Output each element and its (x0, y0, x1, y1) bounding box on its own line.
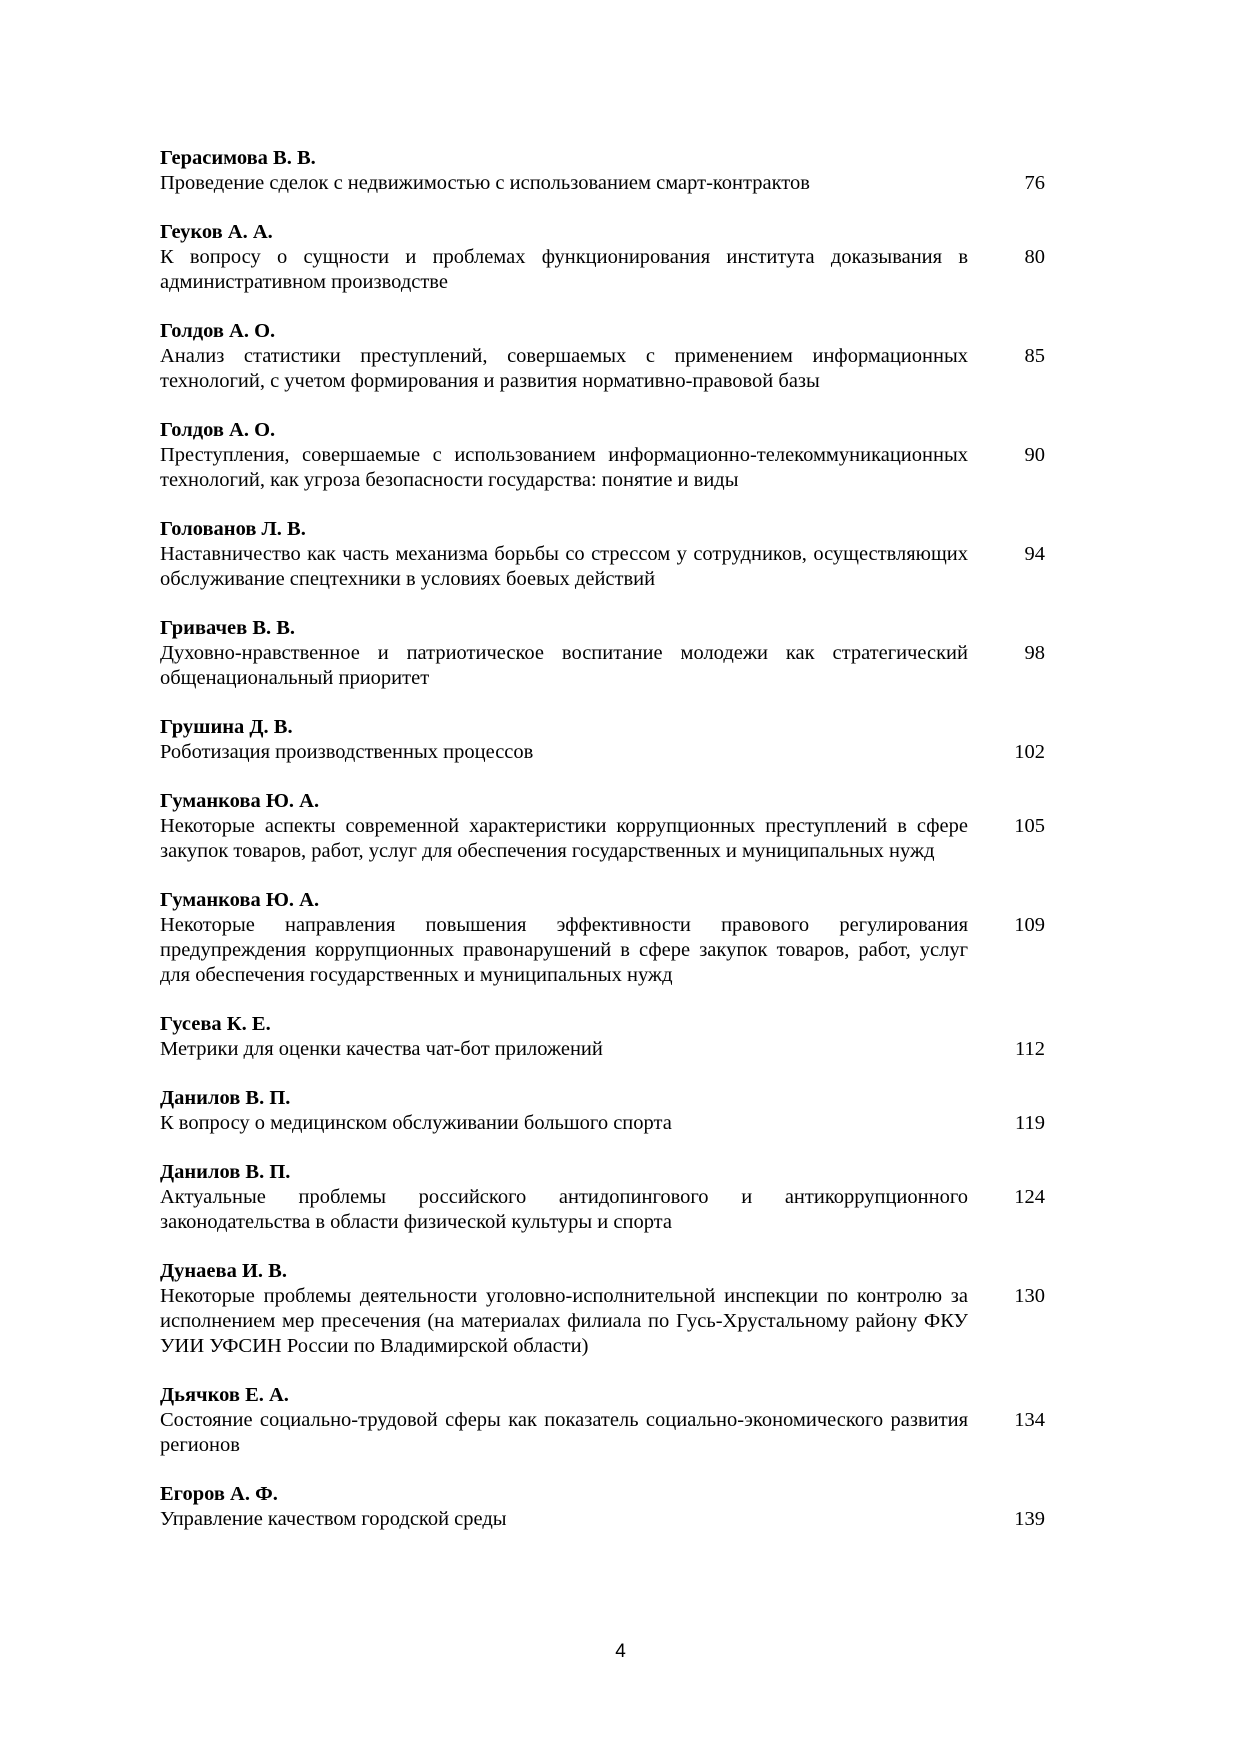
toc-entry (160, 1259, 1045, 1359)
entry-author: Гуманкова Ю. А. (160, 790, 320, 812)
entry-row (160, 1507, 1045, 1532)
entry-page-number: 119 (1015, 1112, 1045, 1134)
page-number: 4 (615, 1641, 626, 1662)
toc-entry (160, 789, 1045, 864)
entry-author: Данилов В. П. (160, 1161, 291, 1183)
entry-row (160, 1111, 1045, 1136)
entry-page-number: 134 (1014, 1409, 1045, 1431)
entry-title: Анализ статистики преступлений, совершаемых с применением информационных технологий, с учетом формирования и развития нормативно-правовой базы (160, 345, 968, 392)
entry-row (160, 542, 1045, 592)
entry-page-number: 139 (1014, 1508, 1045, 1530)
entry-page-number: 80 (1024, 246, 1045, 268)
entry-row (160, 1185, 1045, 1235)
entry-title: Преступления, совершаемые с использованием информационно-телекоммуникационных технологий, как угроза безопасности государства: понятие и виды (160, 444, 968, 491)
entry-page-number: 94 (1024, 543, 1045, 565)
entry-author: Герасимова В. В. (160, 147, 316, 169)
entry-author: Голдов А. О. (160, 419, 276, 441)
entry-row (160, 740, 1045, 765)
entry-row (160, 1037, 1045, 1062)
toc-entry (160, 888, 1045, 988)
entry-author: Дунаева И. В. (160, 1260, 287, 1282)
entry-row (160, 344, 1045, 394)
entry-title: Актуальные проблемы российского антидопингового и антикоррупционного законодательства в области физической культуры и спорта (160, 1186, 968, 1233)
entry-author: Гривачев В. В. (160, 617, 296, 639)
entry-title: К вопросу о сущности и проблемах функционирования института доказывания в административном производстве (160, 246, 968, 293)
entry-author: Гусева К. Е. (160, 1013, 271, 1035)
entry-row (160, 245, 1045, 295)
entry-page-number: 102 (1014, 741, 1045, 763)
entry-author: Дьячков Е. А. (160, 1384, 289, 1406)
toc-entry (160, 1383, 1045, 1458)
toc-entry (160, 1086, 1045, 1136)
entry-title: Управление качеством городской среды (160, 1508, 507, 1530)
toc-entry (160, 418, 1045, 493)
toc-entry (160, 616, 1045, 691)
entry-page-number: 98 (1024, 642, 1045, 664)
entry-row (160, 913, 1045, 988)
entry-row (160, 443, 1045, 493)
entry-page-number: 105 (1014, 815, 1045, 837)
toc-entry (160, 1482, 1045, 1532)
entry-title: Некоторые проблемы деятельности уголовно-исполнительной инспекции по контролю за исполнением мер пресечения (на материалах филиала по Гусь-Хрустальному району ФКУ УИИ УФСИН России по Владимирской области) (160, 1285, 968, 1357)
entry-title: Духовно-нравственное и патриотическое воспитание молодежи как стратегический общенациональный приоритет (160, 642, 968, 689)
entry-title: Состояние социально-трудовой сферы как показатель социально-экономического развития регионов (160, 1409, 968, 1456)
toc-entry (160, 319, 1045, 394)
entry-page-number: 85 (1024, 345, 1045, 367)
entry-author: Грушина Д. В. (160, 716, 293, 738)
entry-title: Некоторые направления повышения эффективности правового регулирования предупреждения коррупционных правонарушений в сфере закупок товаров, работ, услуг для обеспечения государственных и муниципальных нужд (160, 914, 968, 986)
entry-author: Егоров А. Ф. (160, 1483, 278, 1505)
entry-title: Роботизация производственных процессов (160, 741, 534, 763)
entry-page-number: 109 (1014, 914, 1045, 936)
entry-page-number: 90 (1024, 444, 1045, 466)
entry-row (160, 1284, 1045, 1359)
entry-author: Голдов А. О. (160, 320, 276, 342)
entry-title: К вопросу о медицинском обслуживании большого спорта (160, 1112, 672, 1134)
table-of-contents (160, 146, 1045, 1556)
entry-page-number: 124 (1014, 1186, 1045, 1208)
entry-row (160, 641, 1045, 691)
entry-row (160, 171, 1045, 196)
entry-title: Некоторые аспекты современной характеристики коррупционных преступлений в сфере закупок товаров, работ, услуг для обеспечения государственных и муниципальных нужд (160, 815, 968, 862)
entry-author: Голованов Л. В. (160, 518, 306, 540)
entry-author: Гуманкова Ю. А. (160, 889, 320, 911)
entry-row (160, 814, 1045, 864)
toc-entry (160, 1012, 1045, 1062)
entry-page-number: 76 (1024, 172, 1045, 194)
toc-entry (160, 1160, 1045, 1235)
entry-title: Проведение сделок с недвижимостью с использованием смарт-контрактов (160, 172, 810, 194)
entry-author: Геуков А. А. (160, 221, 273, 243)
entry-title: Метрики для оценки качества чат-бот приложений (160, 1038, 603, 1060)
entry-author: Данилов В. П. (160, 1087, 291, 1109)
toc-entry (160, 220, 1045, 295)
toc-entry (160, 715, 1045, 765)
toc-entry (160, 146, 1045, 196)
entry-title: Наставничество как часть механизма борьбы со стрессом у сотрудников, осуществляющих обслуживание спецтехники в условиях боевых действий (160, 543, 968, 590)
entry-page-number: 112 (1015, 1038, 1045, 1060)
entry-row (160, 1408, 1045, 1458)
entry-page-number: 130 (1014, 1285, 1045, 1307)
toc-entry (160, 517, 1045, 592)
